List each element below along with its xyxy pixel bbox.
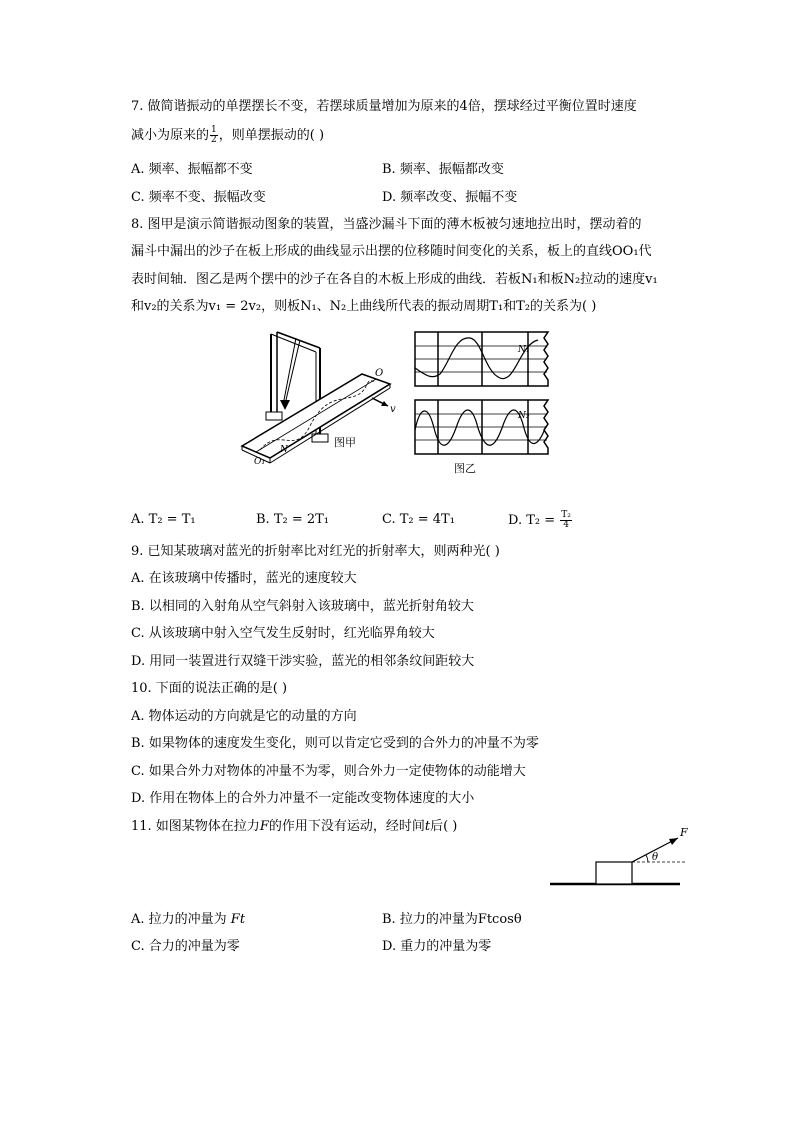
q10-option-d: D. 作用在物体上的合外力冲量不一定能改变物体速度的大小 bbox=[131, 791, 475, 806]
fig-yi-n2-label: N₂ bbox=[518, 411, 530, 421]
q8-option-b: B. T₂ = 2T₁ bbox=[256, 512, 330, 527]
figure-yi-sand-curves bbox=[410, 330, 555, 480]
q7-frac-den: 2 bbox=[211, 135, 217, 145]
q9-option-a: A. 在该玻璃中传播时，蓝光的速度较大 bbox=[131, 571, 357, 586]
fig-yi-n1-label: N₁ bbox=[518, 345, 530, 355]
q11-stem-f: F bbox=[259, 819, 269, 834]
fig-jia-o-label: O bbox=[375, 368, 384, 379]
q11-stem bbox=[131, 818, 457, 836]
fig-jia-o1-label: O₁ bbox=[254, 457, 265, 467]
q11-option-d: D. 重力的冲量为零 bbox=[382, 939, 492, 954]
q7-fraction bbox=[210, 126, 218, 145]
q11-stem-b: 的作用下没有运动，经时间 bbox=[268, 819, 425, 834]
q9-option-c: C. 从该玻璃中射入空气发生反射时，红光临界角较大 bbox=[131, 626, 435, 641]
q7-stem-pre: 减小为原来的 bbox=[131, 128, 210, 143]
q7-option-d: D. 频率改变、振幅不变 bbox=[382, 190, 518, 205]
q11-option-a bbox=[131, 911, 245, 929]
q11-option-a-ft: Ft bbox=[230, 912, 246, 927]
fig-yi-caption: 图乙 bbox=[454, 462, 476, 475]
q11-option-c: C. 合力的冲量为零 bbox=[131, 939, 240, 954]
q10-option-c: C. 如果合外力对物体的冲量不为零，则合外力一定使物体的动能增大 bbox=[131, 764, 526, 779]
q10-option-b: B. 如果物体的速度发生变化，则可以肯定它受到的合外力的冲量不为零 bbox=[131, 736, 539, 751]
fig-force-label: F bbox=[680, 826, 688, 839]
q7-stem-post: ，则单摆振动的( ) bbox=[218, 128, 325, 143]
q8-option-a: A. T₂ = T₁ bbox=[131, 512, 196, 527]
q11-option-b: B. 拉力的冲量为Ftcosθ bbox=[382, 912, 522, 927]
figure-jia-pendulum-apparatus bbox=[240, 326, 400, 470]
q7-option-b: B. 频率、振幅都改变 bbox=[382, 162, 504, 177]
q8-option-d-fraction bbox=[560, 511, 572, 530]
q7-stem-line2 bbox=[131, 126, 324, 145]
q8-stem-line3: 表时间轴．图乙是两个摆中的沙子在各自的木板上形成的曲线．若板N₁和板N₂拉动的速度v₁ bbox=[131, 272, 658, 287]
q9-option-d: D. 用同一装置进行双缝干涉实验，蓝光的相邻条纹间距较大 bbox=[131, 654, 475, 669]
q10-stem: 10. 下面的说法正确的是( ) bbox=[131, 681, 288, 696]
q7-frac-num: 1 bbox=[211, 125, 217, 135]
fig-jia-n-label: N bbox=[280, 445, 288, 455]
q8-stem-line2: 漏斗中漏出的沙子在板上形成的曲线显示出摆的位移随时间变化的关系，板上的直线OO₁代 bbox=[131, 244, 652, 259]
q7-stem-line1: 7. 做简谐振动的单摆摆长不变，若摆球质量增加为原来的4倍，摆球经过平衡位置时速度 bbox=[131, 99, 637, 114]
q11-option-a-text: A. 拉力的冲量为 bbox=[131, 912, 231, 927]
q11-stem-c: 后( ) bbox=[430, 819, 458, 834]
q7-option-a: A. 频率、振幅都不变 bbox=[131, 162, 253, 177]
q9-stem: 9. 已知某玻璃对蓝光的折射率比对红光的折射率大，则两种光( ) bbox=[131, 544, 500, 559]
q8-option-c: C. T₂ = 4T₁ bbox=[382, 512, 455, 527]
q8-option-d-text: D. T₂ = bbox=[508, 513, 560, 528]
fig-angle-label: θ bbox=[652, 852, 659, 863]
q11-stem-t: t bbox=[424, 819, 431, 834]
q7-option-c: C. 频率不变、振幅改变 bbox=[131, 190, 266, 205]
q8-opt-d-num: T₂ bbox=[561, 510, 571, 520]
q8-opt-d-den: 4 bbox=[563, 520, 569, 530]
q8-stem-line1: 8. 图甲是演示简谐振动图象的装置，当盛沙漏斗下面的薄木板被匀速地拉出时，摆动着的 bbox=[131, 217, 642, 232]
q8-option-d bbox=[508, 511, 573, 530]
q8-stem-line4: 和v₂的关系为v₁ = 2v₂，则板N₁、N₂上曲线所代表的振动周期T₁和T₂的关系为( ) bbox=[131, 299, 597, 314]
q10-option-a: A. 物体运动的方向就是它的动量的方向 bbox=[131, 709, 357, 724]
q11-stem-a: 11. 如图某物体在拉力 bbox=[131, 819, 260, 834]
fig-jia-v-label: v bbox=[390, 404, 396, 415]
fig-jia-caption: 图甲 bbox=[334, 436, 356, 449]
figure-block-force bbox=[548, 822, 688, 888]
q9-option-b: B. 以相同的入射角从空气斜射入该玻璃中，蓝光折射角较大 bbox=[131, 599, 474, 614]
